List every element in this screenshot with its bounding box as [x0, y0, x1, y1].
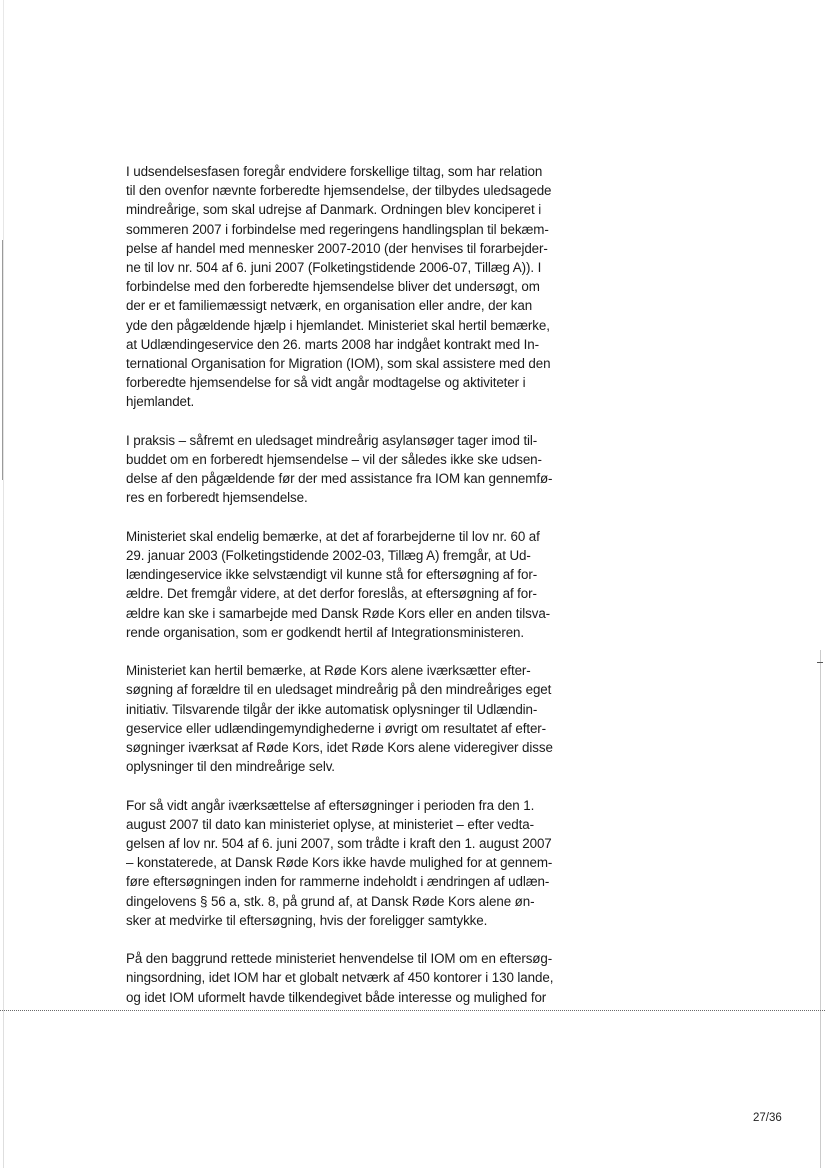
text-line: mindreårige, som skal udrejse af Danmark. Ordningen blev konciperet i — [126, 202, 542, 218]
text-line: oplysninger til den mindreårige selv. — [126, 759, 335, 775]
text-line: sker at medvirke til eftersøgning, hvis der foreligger samtykke. — [126, 912, 488, 928]
paragraph — [126, 431, 576, 508]
paragraph — [126, 527, 576, 642]
text-line: lændingeservice ikke selvstændigt vil kunne stå for eftersøgning af for- — [126, 567, 538, 583]
text-line: ne til lov nr. 504 af 6. juni 2007 (Folketingstidende 2006-07, Tillæg A)). I — [126, 260, 542, 276]
page-number: 27/36 — [753, 1112, 782, 1124]
paragraph — [126, 661, 576, 776]
text-line: forberedte hjemsendelse for så vidt angår modtagelse og aktiviteter i — [126, 375, 526, 391]
paragraph — [126, 796, 576, 930]
scan-fold-line — [0, 1010, 825, 1012]
text-line: søgning af forældre til en uledsaget mindreårig på den mindreåriges eget — [126, 682, 552, 698]
text-line: delse af den pågældende før der med assistance fra IOM kan gennemfø- — [126, 471, 553, 487]
text-line: til den ovenfor nævnte forberedte hjemsendelse, der tilbydes uledsagede — [126, 183, 552, 199]
text-line: pelse af handel med mennesker 2007-2010 (der henvises til forarbejder- — [126, 240, 548, 256]
text-line: 29. januar 2003 (Folketingstidende 2002-03, Tillæg A) fremgår, at Ud- — [126, 548, 531, 564]
text-line: august 2007 til dato kan ministeriet oplyse, at ministeriet – efter vedta- — [126, 816, 534, 832]
text-line: I praksis – såfremt en uledsaget mindreårig asylansøger tager imod til- — [126, 432, 538, 448]
text-line: forbindelse med den forberedte hjemsendelse bliver det undersøgt, om — [126, 279, 540, 295]
text-line: og idet IOM uformelt havde tilkendegivet både interesse og mulighed for — [126, 989, 547, 1005]
text-line: For så vidt angår iværksættelse af eftersøgninger i perioden fra den 1. — [126, 797, 535, 813]
text-line: Ministeriet skal endelig bemærke, at det af forarbejderne til lov nr. 60 af — [126, 528, 540, 544]
text-line: initiativ. Tilsvarende tilgår der ikke automatisk oplysninger til Udlændin- — [126, 701, 538, 717]
text-line: rende organisation, som er godkendt hertil af Integrationsministeren. — [126, 624, 525, 640]
text-line: ningsordning, idet IOM har et globalt netværk af 450 kontorer i 130 lande, — [126, 970, 554, 986]
scan-edge-left — [3, 0, 4, 1168]
text-line: ældre. Det fremgår videre, at det derfor foreslås, at eftersøgning af for- — [126, 586, 537, 602]
scan-tick-right — [817, 662, 823, 663]
text-line: dingelovens § 56 a, stk. 8, på grund af, at Dansk Røde Kors alene øn- — [126, 893, 535, 909]
text-line: – konstaterede, at Dansk Røde Kors ikke havde mulighed for at gennem- — [126, 855, 553, 871]
paragraph — [126, 949, 576, 1007]
scan-edge-right — [820, 650, 821, 1168]
text-line: buddet om en forberedt hjemsendelse – vil der således ikke ske udsen- — [126, 452, 542, 468]
text-line: yde den pågældende hjælp i hjemlandet. Ministeriet skal hertil bemærke, — [126, 317, 550, 333]
body-text — [126, 162, 576, 1026]
paragraph — [126, 162, 576, 412]
text-line: søgninger iværksat af Røde Kors, idet Røde Kors alene videregiver disse — [126, 740, 553, 756]
text-line: res en forberedt hjemsendelse. — [126, 490, 308, 506]
scan-mark-left — [2, 240, 3, 480]
text-line: Ministeriet kan hertil bemærke, at Røde Kors alene iværksætter efter- — [126, 663, 531, 679]
text-line: På den baggrund rettede ministeriet henvendelse til IOM om en eftersøg- — [126, 951, 553, 967]
text-line: ældre kan ske i samarbejde med Dansk Røde Kors eller en anden tilsva- — [126, 605, 551, 621]
text-line: ternational Organisation for Migration (IOM), som skal assistere med den — [126, 356, 551, 372]
text-line: at Udlændingeservice den 26. marts 2008 har indgået kontrakt med In- — [126, 336, 540, 352]
text-line: føre eftersøgningen inden for rammerne indeholdt i ændringen af udlæn- — [126, 874, 550, 890]
text-line: sommeren 2007 i forbindelse med regeringens handlingsplan til bekæm- — [126, 221, 549, 237]
text-line: der er et familiemæssigt netværk, en organisation eller andre, der kan — [126, 298, 533, 314]
text-line: I udsendelsesfasen foregår endvidere forskellige tiltag, som har relation — [126, 164, 543, 179]
text-line: hjemlandet. — [126, 394, 195, 410]
text-line: gelsen af lov nr. 504 af 6. juni 2007, som trådte i kraft den 1. august 2007 — [126, 836, 552, 852]
text-line: geservice eller udlændingemyndighederne i øvrigt om resultatet af efter- — [126, 720, 547, 736]
